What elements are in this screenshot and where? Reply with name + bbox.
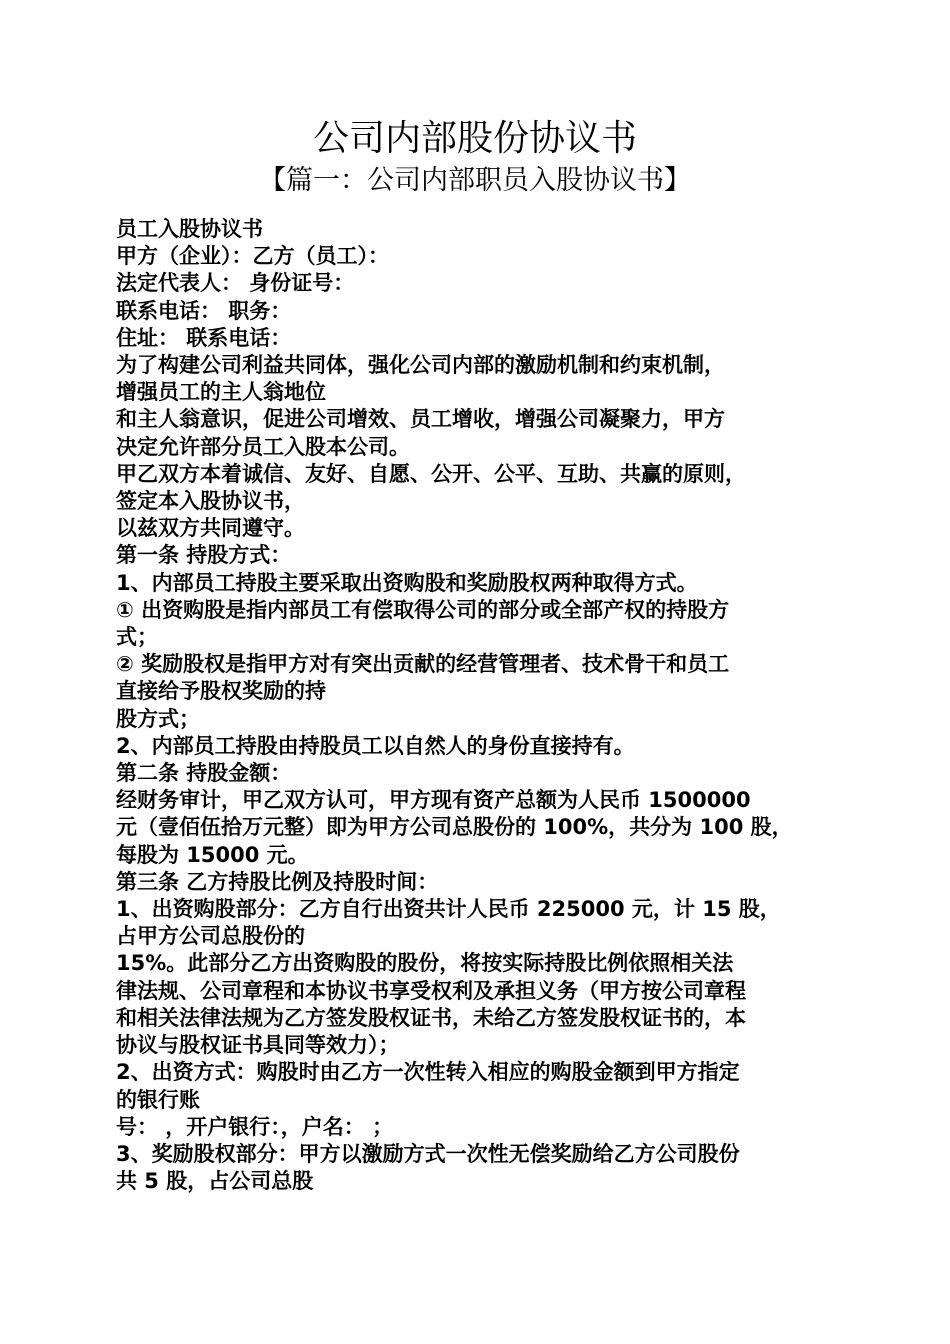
body-line: 15%。此部分乙方出资购股的股份，将按实际持股比例依照相关法	[116, 951, 734, 976]
body-line: 法定代表人： 身份证号：	[116, 271, 355, 296]
body-line: 和主人翁意识，促进公司增效、员工增收，增强公司凝聚力，甲方	[116, 407, 725, 432]
body-line: 签定本入股协议书，	[116, 489, 305, 514]
body-line: 式；	[116, 625, 158, 650]
body-line: 和相关法律法规为乙方签发股权证书，未给乙方签发股权证书的，本	[116, 1005, 746, 1030]
body-line: 员工入股协议书	[116, 217, 263, 241]
body-line: 第二条 持股金额：	[116, 761, 292, 786]
body-line: ② 奖励股权是指甲方对有突出贡献的经营管理者、技术骨干和员工	[116, 652, 730, 677]
body-line: ① 出资购股是指内部员工有偿取得公司的部分或全部产权的持股方	[116, 597, 730, 622]
body-line: 第一条 持股方式：	[116, 543, 292, 568]
body-line: 律法规、公司章程和本协议书享受权利及承担义务（甲方按公司章程	[116, 978, 746, 1003]
document-subtitle: 【篇一：公司内部职员入股协议书】	[259, 165, 691, 196]
body-line: 第三条 乙方持股比例及持股时间：	[116, 869, 439, 894]
body-line: 为了构建公司利益共同体，强化公司内部的激励机制和约束机制，	[116, 353, 725, 378]
body-line: 2、内部员工持股由持股员工以自然人的身份直接持有。	[116, 733, 635, 758]
body-line: 决定允许部分员工入股本公司。	[116, 434, 410, 459]
document-body	[116, 216, 846, 1195]
body-line: 每股为 15000 元。	[116, 842, 309, 867]
body-line: 以兹双方共同遵守。	[116, 516, 305, 541]
document-title: 公司内部股份协议书	[312, 118, 637, 159]
body-line: 联系电话： 职务：	[116, 298, 292, 323]
body-line: 甲乙双方本着诚信、友好、自愿、公开、公平、互助、共赢的原则，	[116, 461, 746, 486]
body-line: 3、奖励股权部分：甲方以激励方式一次性无偿奖励给乙方公司股份	[116, 1141, 740, 1166]
body-line: 2、出资方式：购股时由乙方一次性转入相应的购股金额到甲方指定	[116, 1060, 740, 1085]
body-line: 元（壹佰伍拾万元整）即为甲方公司总股份的 100%，共分为 100 股，	[116, 815, 793, 840]
body-line: 1、内部员工持股主要采取出资购股和奖励股权两种取得方式。	[116, 570, 698, 595]
body-line: 甲方（企业）：乙方（员工）：	[116, 244, 389, 269]
body-line: 1、出资购股部分：乙方自行出资共计人民币 225000 元，计 15 股，	[116, 897, 781, 922]
body-line: 协议与股权证书具同等效力）；	[116, 1033, 400, 1058]
body-line: 经财务审计，甲乙双方认可，甲方现有资产总额为人民币 1500000	[116, 788, 751, 813]
body-line: 号： ，开户银行：，户名： ；	[116, 1114, 394, 1139]
body-line: 股方式；	[116, 706, 200, 731]
body-line: 的银行账	[116, 1087, 200, 1112]
body-line: 占甲方公司总股份的	[116, 924, 305, 949]
body-line: 共 5 股，占公司总股	[116, 1169, 314, 1194]
body-line: 住址： 联系电话：	[116, 325, 292, 350]
body-line: 增强员工的主人翁地位	[116, 380, 326, 405]
body-line: 直接给予股权奖励的持	[116, 679, 326, 704]
